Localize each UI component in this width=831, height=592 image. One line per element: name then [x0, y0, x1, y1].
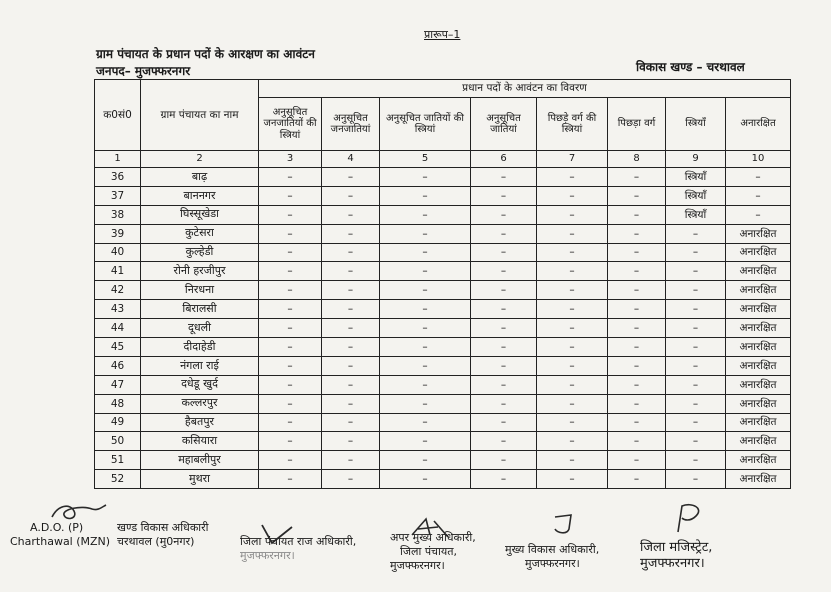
allocation-cell: –: [380, 394, 471, 413]
column-number: 8: [608, 151, 666, 168]
gram-panchayat-name-cell: बाढ़: [141, 168, 259, 187]
allocation-cell: –: [537, 451, 608, 470]
allocation-cell: –: [471, 413, 537, 432]
allocation-cell: –: [537, 338, 608, 357]
allocation-cell: –: [471, 300, 537, 319]
serial-number-cell: 36: [95, 168, 141, 187]
allocation-cell: –: [666, 432, 726, 451]
allocation-cell: –: [608, 281, 666, 300]
signature-bdo: [117, 521, 208, 549]
table-row: [95, 375, 791, 394]
allocation-cell: –: [608, 186, 666, 205]
column-number: 7: [537, 151, 608, 168]
allocation-cell: –: [726, 186, 791, 205]
signature-line: A.D.O. (P): [30, 521, 84, 534]
allocation-cell: –: [380, 413, 471, 432]
allocation-cell: –: [322, 243, 380, 262]
allocation-cell: –: [537, 168, 608, 187]
allocation-cell: –: [259, 432, 322, 451]
handwritten-signature: [408, 515, 454, 541]
allocation-cell: –: [471, 224, 537, 243]
category-header: अनुसूचित जातियां: [471, 98, 537, 151]
allocation-cell: –: [537, 470, 608, 489]
allocation-cell: –: [666, 224, 726, 243]
allocation-cell: अनारक्षित: [726, 281, 791, 300]
allocation-cell: –: [471, 281, 537, 300]
serial-header: क0सं0: [95, 80, 141, 151]
allocation-cell: –: [322, 413, 380, 432]
allocation-cell: –: [608, 168, 666, 187]
allocation-cell: –: [380, 319, 471, 338]
gram-panchayat-name-cell: निरधना: [141, 281, 259, 300]
allocation-cell: अनारक्षित: [726, 319, 791, 338]
allocation-cell: –: [322, 451, 380, 470]
allocation-cell: –: [259, 470, 322, 489]
allocation-cell: –: [537, 224, 608, 243]
allocation-cell: स्त्रियाँ: [666, 168, 726, 187]
gram-panchayat-name-cell: मुथरा: [141, 470, 259, 489]
allocation-cell: –: [537, 262, 608, 281]
allocation-cell: –: [322, 375, 380, 394]
allocation-cell: –: [537, 281, 608, 300]
serial-number-cell: 44: [95, 319, 141, 338]
allocation-cell: –: [666, 356, 726, 375]
category-header: अनुसूचित जनजातियों की स्त्रियां: [259, 98, 322, 151]
allocation-cell: –: [471, 168, 537, 187]
column-number: 5: [380, 151, 471, 168]
table-row: [95, 432, 791, 451]
allocation-cell: –: [322, 432, 380, 451]
allocation-cell: –: [537, 432, 608, 451]
allocation-cell: –: [259, 224, 322, 243]
allocation-cell: –: [608, 243, 666, 262]
gram-panchayat-name-cell: कल्लरपुर: [141, 394, 259, 413]
allocation-cell: –: [537, 243, 608, 262]
allocation-cell: –: [259, 262, 322, 281]
gram-panchayat-name-cell: बाननगर: [141, 186, 259, 205]
allocation-cell: –: [537, 413, 608, 432]
block-label: विकास खण्ड – चरथावल: [636, 60, 745, 74]
allocation-cell: –: [380, 338, 471, 357]
handwritten-signature: [549, 511, 579, 537]
allocation-cell: –: [259, 451, 322, 470]
allocation-cell: –: [471, 451, 537, 470]
allocation-cell: –: [471, 205, 537, 224]
allocation-cell: अनारक्षित: [726, 413, 791, 432]
allocation-cell: स्त्रियाँ: [666, 186, 726, 205]
allocation-cell: –: [471, 338, 537, 357]
allocation-cell: –: [380, 356, 471, 375]
allocation-cell: –: [471, 470, 537, 489]
allocation-cell: –: [380, 224, 471, 243]
table-row: [95, 338, 791, 357]
allocation-cell: –: [608, 319, 666, 338]
allocation-cell: –: [322, 319, 380, 338]
signature-dm: [640, 540, 712, 573]
signature-line: खण्ड विकास अधिकारी: [117, 521, 209, 534]
allocation-cell: अनारक्षित: [726, 394, 791, 413]
allocation-cell: –: [380, 300, 471, 319]
allocation-cell: अनारक्षित: [726, 470, 791, 489]
signature-cdo: [505, 543, 599, 571]
category-header: पिछड़ा वर्ग: [608, 98, 666, 151]
allocation-cell: –: [322, 168, 380, 187]
allocation-cell: –: [666, 281, 726, 300]
allocation-cell: –: [666, 319, 726, 338]
allocation-cell: –: [471, 356, 537, 375]
allocation-cell: –: [608, 375, 666, 394]
allocation-cell: –: [608, 224, 666, 243]
table-row: [95, 413, 791, 432]
gram-panchayat-name-cell: कुटेसरा: [141, 224, 259, 243]
signature-line: जिला मजिस्ट्रेट,: [640, 540, 713, 555]
allocation-cell: –: [259, 375, 322, 394]
allocation-cell: –: [380, 470, 471, 489]
serial-number-cell: 37: [95, 186, 141, 205]
serial-number-cell: 46: [95, 356, 141, 375]
table-row: [95, 319, 791, 338]
allocation-cell: –: [608, 470, 666, 489]
allocation-cell: –: [608, 338, 666, 357]
serial-number-cell: 51: [95, 451, 141, 470]
gram-panchayat-name-cell: बिरालसी: [141, 300, 259, 319]
allocation-cell: अनारक्षित: [726, 300, 791, 319]
allocation-cell: अनारक्षित: [726, 243, 791, 262]
table-row: [95, 356, 791, 375]
signature-line: चरथावल (मु0नगर): [117, 534, 195, 548]
column-number: 4: [322, 151, 380, 168]
allocation-cell: –: [380, 243, 471, 262]
allocation-cell: –: [608, 300, 666, 319]
allocation-cell: –: [666, 338, 726, 357]
allocation-cell: –: [471, 375, 537, 394]
category-header: अनुसूचित जनजातियां: [322, 98, 380, 151]
serial-number-cell: 49: [95, 413, 141, 432]
column-number: 10: [726, 151, 791, 168]
allocation-cell: –: [322, 224, 380, 243]
table-row: [95, 243, 791, 262]
gram-panchayat-name-cell: दीदाहेडी: [141, 338, 259, 357]
column-number: 1: [95, 151, 141, 168]
signature-line: मुख्य विकास अधिकारी,: [505, 543, 600, 556]
allocation-cell: –: [322, 394, 380, 413]
allocation-cell: –: [666, 451, 726, 470]
allocation-cell: –: [666, 413, 726, 432]
gram-panchayat-name-cell: दूधली: [141, 319, 259, 338]
allocation-cell: –: [259, 281, 322, 300]
signature-line: मुजफ्फरनगर।: [240, 548, 295, 562]
allocation-cell: अनारक्षित: [726, 262, 791, 281]
signature-ado: [10, 521, 110, 549]
category-header: पिछड़े वर्ग की स्त्रियां: [537, 98, 608, 151]
gram-panchayat-name-cell: कुल्हेडी: [141, 243, 259, 262]
category-header: अनारक्षित: [726, 98, 791, 151]
allocation-cell: –: [471, 394, 537, 413]
table-row: [95, 224, 791, 243]
allocation-cell: –: [608, 451, 666, 470]
gram-panchayat-name-header: ग्राम पंचायत का नाम: [141, 80, 259, 151]
serial-number-cell: 48: [95, 394, 141, 413]
signature-line: मुजफ्फरनगर।: [525, 556, 580, 570]
handwritten-signature: [258, 521, 298, 549]
allocation-cell: –: [322, 281, 380, 300]
document-title: ग्राम पंचायत के प्रधान पदों के आरक्षण का आवंटन: [96, 47, 315, 61]
serial-number-cell: 39: [95, 224, 141, 243]
allocation-cell: –: [322, 338, 380, 357]
serial-number-cell: 47: [95, 375, 141, 394]
allocation-cell: –: [259, 394, 322, 413]
allocation-cell: –: [471, 262, 537, 281]
allocation-cell: –: [380, 375, 471, 394]
gram-panchayat-name-cell: हैबतपुर: [141, 413, 259, 432]
table-row: [95, 262, 791, 281]
serial-number-cell: 38: [95, 205, 141, 224]
column-number: 6: [471, 151, 537, 168]
allocation-cell: –: [537, 394, 608, 413]
allocation-cell: –: [259, 205, 322, 224]
serial-number-cell: 42: [95, 281, 141, 300]
district-label: जनपद– मुजफ्फरनगर: [96, 64, 191, 78]
allocation-cell: –: [666, 394, 726, 413]
table-row: [95, 186, 791, 205]
allocation-cell: –: [608, 432, 666, 451]
allocation-cell: –: [322, 300, 380, 319]
allocation-cell: –: [471, 186, 537, 205]
signature-line: मुजफ्फरनगर।: [390, 558, 445, 572]
table-row: [95, 470, 791, 489]
gram-panchayat-name-cell: दधेडू खुर्द: [141, 375, 259, 394]
allocation-cell: –: [666, 243, 726, 262]
serial-number-cell: 40: [95, 243, 141, 262]
allocation-cell: –: [666, 375, 726, 394]
allocation-cell: –: [537, 205, 608, 224]
allocation-table: [94, 79, 791, 489]
category-header: अनुसूचित जातियों की स्त्रियां: [380, 98, 471, 151]
allocation-cell: –: [322, 470, 380, 489]
allocation-cell: –: [380, 262, 471, 281]
allocation-cell: –: [666, 262, 726, 281]
allocation-cell: –: [322, 205, 380, 224]
allocation-cell: –: [537, 375, 608, 394]
serial-number-cell: 50: [95, 432, 141, 451]
allocation-cell: –: [726, 168, 791, 187]
allocation-cell: –: [608, 262, 666, 281]
signature-dpro: [240, 535, 356, 563]
table-row: [95, 300, 791, 319]
table-row: [95, 168, 791, 187]
allocation-cell: –: [537, 186, 608, 205]
column-number: 2: [141, 151, 259, 168]
gram-panchayat-name-cell: महाबलीपुर: [141, 451, 259, 470]
table-row: [95, 394, 791, 413]
column-number: 9: [666, 151, 726, 168]
allocation-cell: –: [259, 300, 322, 319]
allocation-cell: –: [608, 205, 666, 224]
table-row: [95, 205, 791, 224]
signature-line: अपर मुख्य अधिकारी,: [390, 531, 476, 544]
allocation-cell: –: [380, 451, 471, 470]
signature-line: जिला पंचायत राज अधिकारी,: [240, 535, 357, 548]
gram-panchayat-name-cell: कसियारा: [141, 432, 259, 451]
column-number: 3: [259, 151, 322, 168]
allocation-cell: –: [666, 470, 726, 489]
allocation-cell: –: [322, 262, 380, 281]
signature-line: जिला पंचायत,: [400, 544, 458, 558]
allocation-cell: अनारक्षित: [726, 375, 791, 394]
table-row: [95, 451, 791, 470]
allocation-cell: –: [380, 186, 471, 205]
allocation-cell: –: [471, 319, 537, 338]
allocation-cell: –: [259, 413, 322, 432]
gram-panchayat-name-cell: घिस्सूखेडा: [141, 205, 259, 224]
allocation-cell: –: [608, 356, 666, 375]
signature-line: मुजफ्फरनगर।: [640, 556, 705, 572]
allocation-cell: अनारक्षित: [726, 338, 791, 357]
allocation-cell: –: [380, 168, 471, 187]
allocation-cell: –: [471, 432, 537, 451]
form-number: प्रारूप–1: [424, 28, 461, 41]
allocation-cell: अनारक्षित: [726, 356, 791, 375]
allocation-cell: –: [322, 356, 380, 375]
allocation-cell: –: [259, 338, 322, 357]
serial-number-cell: 43: [95, 300, 141, 319]
allocation-cell: स्त्रियाँ: [666, 205, 726, 224]
allocation-cell: –: [259, 186, 322, 205]
allocation-cell: –: [608, 413, 666, 432]
allocation-cell: –: [537, 300, 608, 319]
allocation-cell: –: [380, 205, 471, 224]
serial-number-cell: 45: [95, 338, 141, 357]
allocation-cell: अनारक्षित: [726, 432, 791, 451]
allocation-cell: –: [380, 432, 471, 451]
signature-amo: [390, 531, 476, 572]
serial-number-cell: 52: [95, 470, 141, 489]
allocation-cell: अनारक्षित: [726, 451, 791, 470]
handwritten-signature: [48, 501, 108, 523]
allocation-cell: –: [322, 186, 380, 205]
allocation-cell: –: [726, 205, 791, 224]
allocation-cell: –: [666, 300, 726, 319]
allocation-cell: –: [537, 356, 608, 375]
allocation-group-header: प्रधान पदों के आवंटन का विवरण: [259, 80, 791, 98]
signature-line: Charthawal (MZN): [10, 534, 111, 548]
handwritten-signature: [670, 502, 710, 536]
allocation-cell: –: [259, 319, 322, 338]
gram-panchayat-name-cell: रोनी हरजीपुर: [141, 262, 259, 281]
gram-panchayat-name-cell: नंगला राई: [141, 356, 259, 375]
category-header: स्त्रियाँ: [666, 98, 726, 151]
allocation-cell: –: [259, 356, 322, 375]
table-row: [95, 281, 791, 300]
allocation-cell: –: [608, 394, 666, 413]
allocation-cell: –: [259, 168, 322, 187]
serial-number-cell: 41: [95, 262, 141, 281]
allocation-cell: अनारक्षित: [726, 224, 791, 243]
allocation-cell: –: [380, 281, 471, 300]
allocation-cell: –: [537, 319, 608, 338]
allocation-cell: –: [259, 243, 322, 262]
allocation-cell: –: [471, 243, 537, 262]
